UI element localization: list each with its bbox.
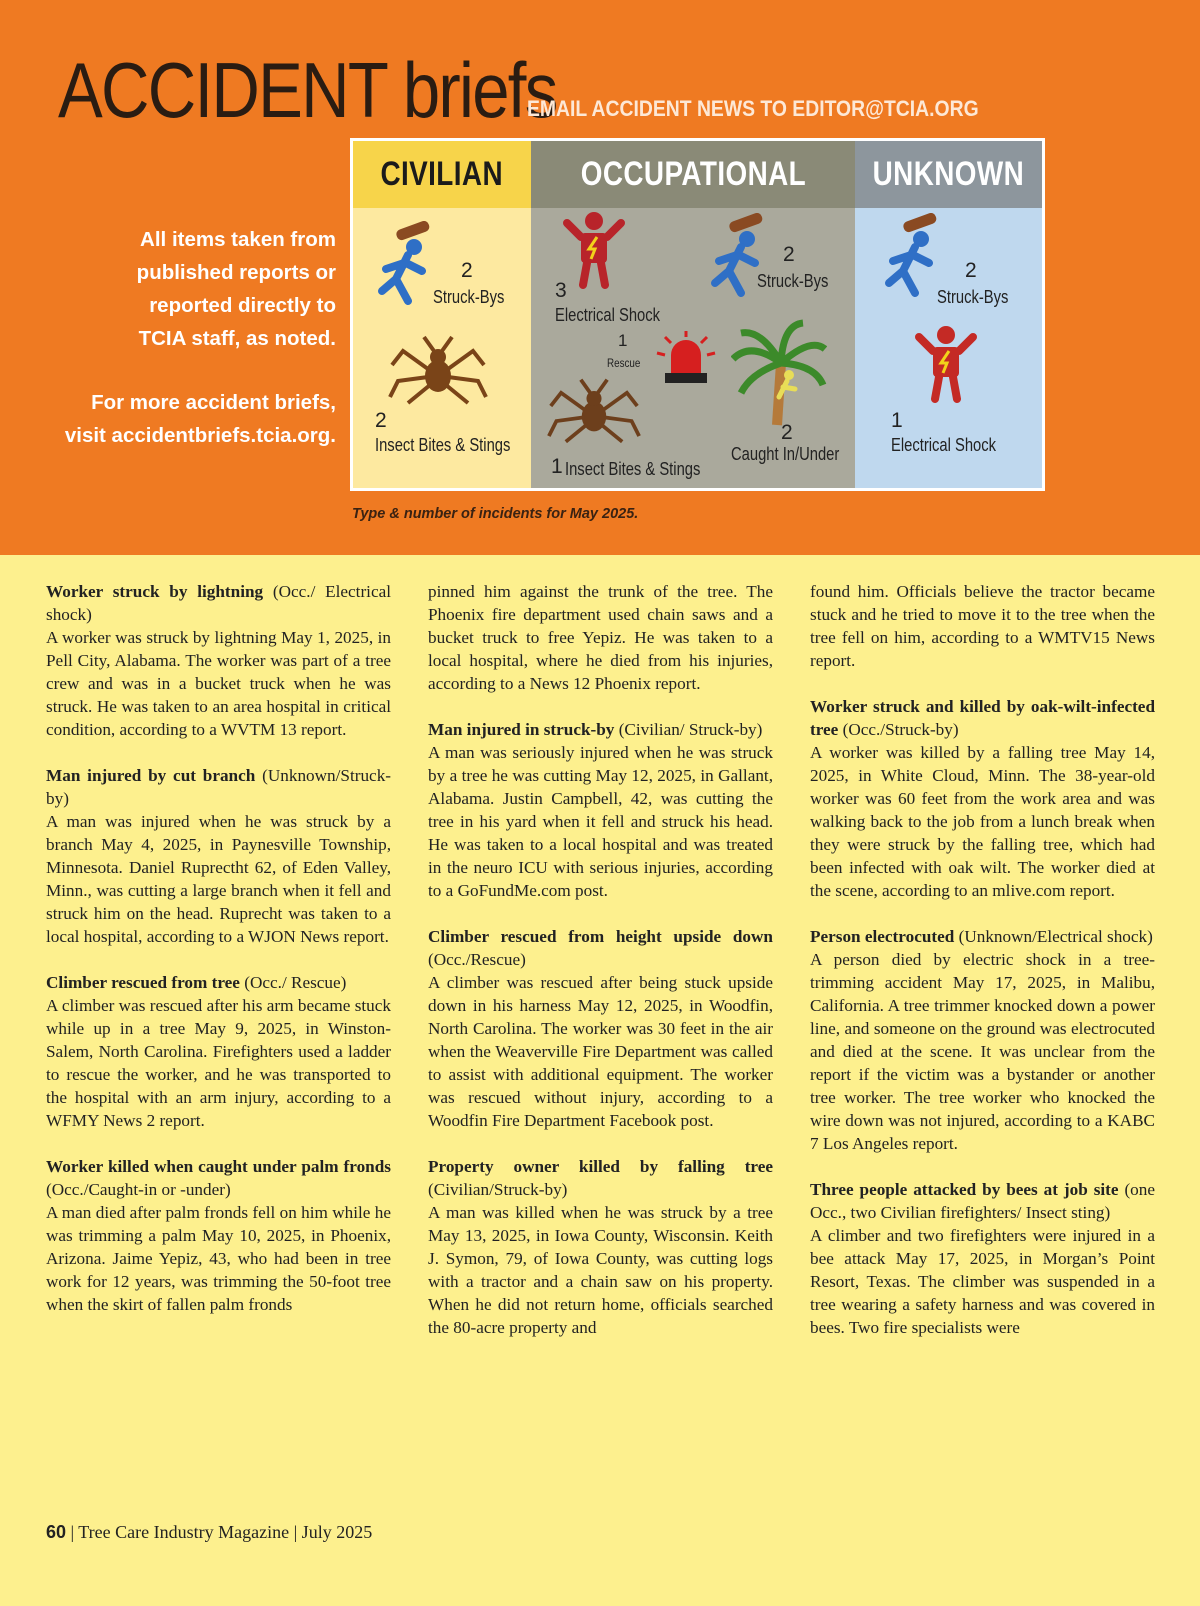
occupational-heading: OCCUPATIONAL xyxy=(531,141,855,208)
incident-infographic xyxy=(350,138,1045,491)
struck-by-icon xyxy=(368,221,438,313)
list-item: Person electrocuted (Unknown/Electrical shock) A person died by electric shock in a tree-trimming accident May 17, 2025, in Malibu, California. A tree trimmer knocked down a power line, and someone on the ground was electrocuted and died at the scene. It was unclear from the report if the victim was a bystander or another tree worker. The tree worker who knocked the wire down was not injured, according to a KABC 7 Los Angeles report. xyxy=(810,927,1155,1153)
unknown-column: UNKNOWN 2 Struck-Bys 1 Electrical Shock xyxy=(855,141,1042,488)
article-columns xyxy=(46,580,1156,1500)
list-item: Man injured by cut branch (Unknown/Struck-by) A man was injured when he was struck by a branch May 4, 2025, in Paynesville Township, Minnesota. Daniel Ruprectht 62, of Eden Valley, Minn., was cutting a large branch when it fell and struck him on the head. Ruprecht was taken to a local hospital, according to a WJON News report. xyxy=(46,766,392,946)
page-footer xyxy=(46,1522,372,1543)
header-banner xyxy=(0,0,1200,555)
list-item: Property owner killed by falling tree (Civilian/Struck-by) A man was killed when he was struck by a tree May 13, 2025, in Iowa County, Wisconsin. Keith J. Symon, 79, of Iowa County, was cutting logs with a tractor and a chain saw on his property. When he did not return home, officials searched the 80-acre property and xyxy=(428,1157,773,1337)
electrical-shock-icon xyxy=(911,323,981,403)
list-item: found him. Officials believe the tractor became stuck and he tried to move it to the tree when the tree fell on him, according to a WMTV15 News report. xyxy=(810,582,1155,670)
column-2 xyxy=(428,580,773,1362)
source-note: All items taken from published reports or reported directly to TCIA staff, as noted. xyxy=(136,228,336,350)
page-title: ACCIDENT briefs xyxy=(58,46,557,134)
list-item: Man injured in struck-by (Civilian/ Struck-by) A man was seriously injured when he was struck by a tree he was cutting May 12, 2025, in Gallant, Alabama. Justin Campbell, 42, was cutting the tree in his yard when it fell and struck his head. He was taken to a local hospital and was treated in the neuro ICU with serious injuries, according to a GoFundMe.com post. xyxy=(428,720,773,900)
column-1 xyxy=(46,580,391,1339)
civilian-column: CIVILIAN 2 Struck-Bys 2 Insect Bites & Stings xyxy=(353,141,531,488)
email-line: EMAIL ACCIDENT NEWS TO EDITOR@TCIA.ORG xyxy=(527,96,979,121)
spider-icon xyxy=(547,373,641,455)
unknown-heading: UNKNOWN xyxy=(855,141,1042,208)
column-3 xyxy=(810,580,1155,1362)
electrical-shock-icon xyxy=(559,209,629,289)
struck-by-icon xyxy=(701,213,771,305)
list-item: Worker struck by lightning (Occ./ Electrical shock) A worker was struck by lightning May 1, 2025, in Pell City, Alabama. The worker was part of a tree crew and was in a bucket truck when he was struck. He was taken to an area hospital in critical condition, according to a WVTM 13 report. xyxy=(46,582,391,739)
list-item: Climber rescued from height upside down (Occ./Rescue) A climber was rescued after being stuck upside down in his harness May 12, 2025, in Woodfin, North Carolina. The worker was 30 feet in the air when the Weaverville Fire Department was called to assist with additional equipment. The worker was rescued without injury, according to a Woodfin Fire Department Facebook post. xyxy=(428,927,773,1130)
struck-by-icon xyxy=(875,213,945,305)
list-item: Worker struck and killed by oak-wilt-infected tree (Occ./Struck-by) A worker was killed by a falling tree May 14, 2025, in White Cloud, Minn. The 38-year-old worker was 60 feet from the work area and was walking back to the job from a lunch break when they were struck by the falling tree, which had been infected with oak wilt. The worker died at the scene, according to an mlive.com report. xyxy=(810,697,1155,900)
more-briefs-note: For more accident briefs, visit accidentbriefs.tcia.org. xyxy=(64,391,336,447)
list-item: pinned him against the trunk of the tree. The Phoenix fire department used chain saws and a bucket truck to free Yepiz. He was taken to a local hospital, where he died from his injuries, according to a News 12 Phoenix report. xyxy=(428,582,773,693)
footer-text: | Tree Care Industry Magazine | July 2025 xyxy=(66,1522,373,1542)
siren-icon xyxy=(653,329,719,387)
list-item: Worker killed when caught under palm fronds (Occ./Caught-in or -under) A man died after palm fronds fell on him while he was trimming a palm May 10, 2025, in Phoenix, Arizona. Jaime Yepiz, 43, who had been in tree work for 12 years, was trimming the 50-foot tree when the skirt of fallen palm fronds xyxy=(46,1157,391,1314)
palm-tree-icon xyxy=(731,319,827,429)
occupational-column: OCCUPATIONAL 3 Electrical Shock 2 Struck-Bys 1 Rescue 1 Insect Bites & Stings 2 Caught In/Under xyxy=(531,141,855,488)
list-item: Climber rescued from tree (Occ./ Rescue) A climber was rescued after his arm became stuck while up in a tree May 9, 2025, in Winston-Salem, North Carolina. Firefighters used a ladder to rescue the worker, and he was transported to the hospital with an arm injury, according to a WFMY News 2 report. xyxy=(46,973,391,1130)
infographic-caption: Type & number of incidents for May 2025. xyxy=(352,506,639,522)
spider-icon xyxy=(388,331,488,416)
civilian-heading: CIVILIAN xyxy=(353,141,531,208)
page-number: 60 xyxy=(46,1522,67,1542)
list-item: Three people attacked by bees at job site (one Occ., two Civilian firefighters/ Insect sting) A climber and two firefighters were injured in a bee attack May 17, 2025, in Morgan’s Point Resort, Texas. The climber was suspended in a tree wearing a safety harness and was covered in bees. Two fire specialists were xyxy=(810,1180,1155,1337)
